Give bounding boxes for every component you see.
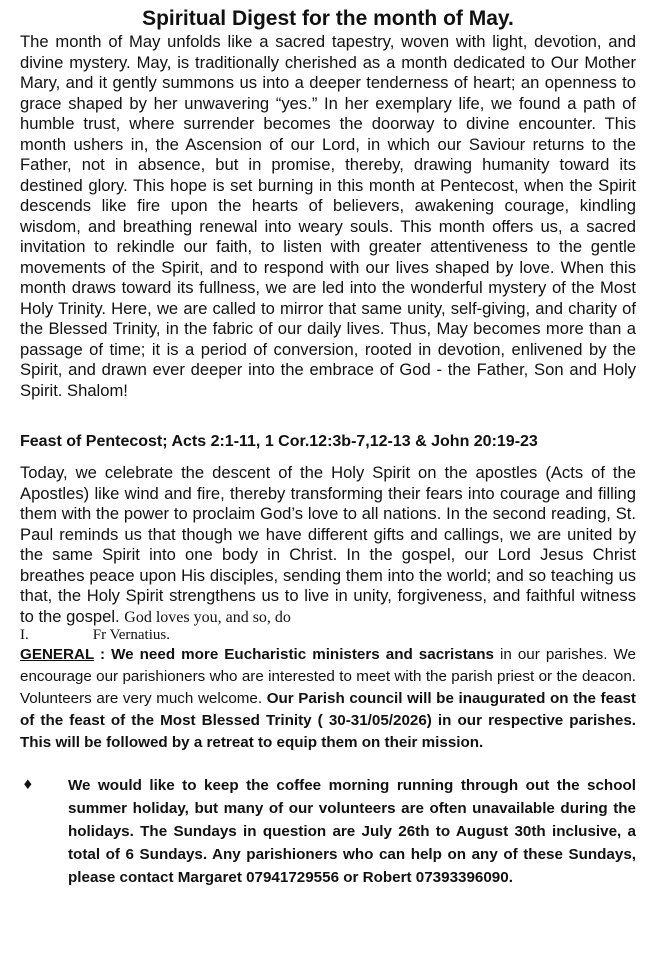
pentecost-body: Today, we celebrate the descent of the Holy Spirit on the apostles (Acts of the Apostles) like wind and fire, thereby transforming their fears into courage and filling them with the power to proclaim God’s love to all nations. In the second reading, St. Paul reminds us that though we have different gifts and callings, we are united by the same Spirit into one body in Christ. In the gospel, our Lord Jesus Christ breathes peace upon His disciples, sending them into the world; and so teaching us that, the Holy Spirit strengthens us to live in unity, forgiveness, and faithful witness to the gospel.: [20, 463, 636, 626]
coffee-morning-bullet: [20, 774, 636, 889]
signature-row: [20, 628, 636, 642]
general-separator: :: [93, 646, 112, 663]
pentecost-paragraph: [20, 463, 636, 628]
general-label: GENERAL: [20, 646, 94, 663]
signature: Fr Vernatius.: [92, 627, 170, 643]
intro-paragraph: The month of May unfolds like a sacred tapestry, woven with light, devotion, and divine mystery. May, is traditionally cherished as a month dedicated to Our Mother Mary, and it gently summons us into a deeper tenderness of heart; an openness to grace shaped by her unwavering “yes.” In her exemplary life, we found a path of humble trust, where surrender becomes the doorway to divine encounter. This month ushers in, the Ascension of our Lord, in which our Saviour returns to the Father, not in absence, but in promise, thereby, drawing humanity toward its destined glory. This hope is set burning in this month at Pentecost, when the Spirit descends like fire upon the hearts of believers, awakening courage, kindling wisdom, and breathing renewal into weary souls. This month offers us, a sacred invitation to rekindle our faith, to listen with greater attentiveness to the gentle movements of the Spirit, and to respond with our lives shaped by love. When this month draws toward its fullness, we are led into the wonderful mystery of the Most Holy Trinity. Here, we are called to mirror that same unity, self-giving, and charity of the Blessed Trinity, in the fabric of our daily lives. Thus, May becomes more than a passage of time; it is a period of conversion, rooted in devotion, enlivened by the Spirit, and drawn ever deeper into the embrace of God - the Father, Son and Holy Spirit. Shalom!: [20, 32, 636, 400]
general-bold-ministers: We need more Eucharistic ministers and sacristans: [111, 646, 494, 663]
closing-i: I.: [20, 627, 29, 643]
pentecost-closing: God loves you, and so, do: [124, 608, 291, 626]
general-bold-council: Our Parish council will be inaugurated on the feast of the feast of the Most Blessed Trinity ( 30-31/05/2026) in our respective parishes. This will be followed by a retreat to equip them on their mission.: [20, 690, 636, 751]
diamond-bullet-icon: ♦: [22, 778, 34, 793]
general-text: in our parishes. We encourage our parishioners who are interested to meet with the parish priest or the deacon. Volunteers are very much welcome.: [20, 646, 636, 707]
general-notice: [20, 644, 636, 754]
document-page: [20, 6, 636, 889]
coffee-morning-text: We would like to keep the coffee morning running through out the school summer holiday, but many of our volunteers are often unavailable during the holidays. The Sundays in question are July 26th to August 30th inclusive, a total of 6 Sundays. Any parishioners who can help on any of these Sundays, please contact Margaret 07941729556 or Robert 07393396090.: [68, 777, 636, 886]
page-title: Spiritual Digest for the month of May.: [142, 7, 514, 30]
pentecost-heading: Feast of Pentecost; Acts 2:1-11, 1 Cor.12:3b-7,12-13 & John 20:19-23: [20, 433, 538, 450]
